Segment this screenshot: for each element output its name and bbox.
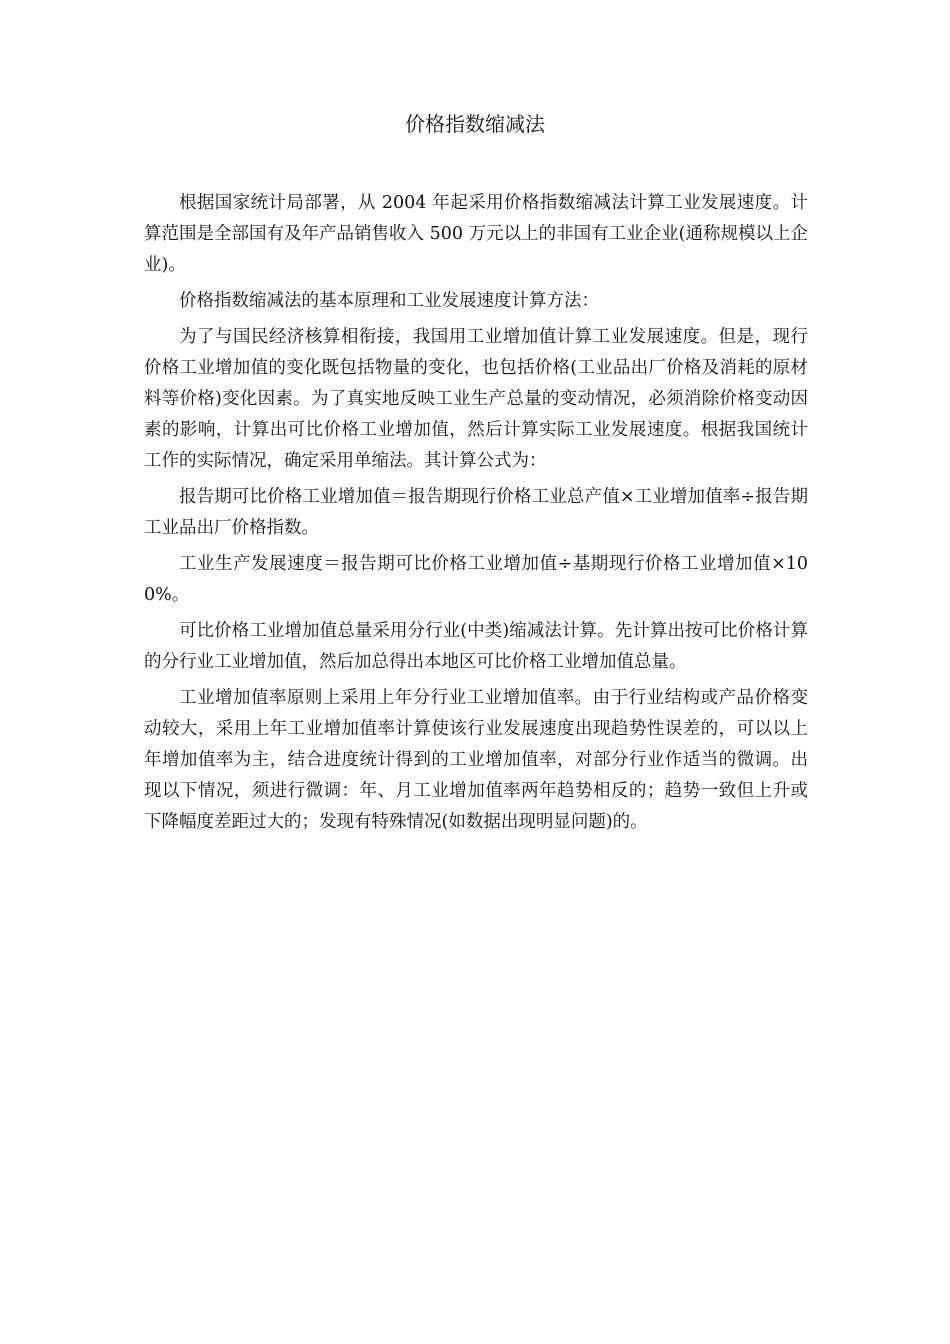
paragraph-method: 为了与国民经济核算相衔接，我国用工业增加值计算工业发展速度。但是，现行价格工业增加值的变化既包括物量的变化，也包括价格(工业品出厂价格及消耗的原材料等价格)变化因素。为了真实地反映工业生产总量的变动情况，必须消除价格变动因素的影响，计算出可比价格工业增加值，然后计算实际工业发展速度。根据我国统计工作的实际情况，确定采用单缩法。其计算公式为： [144, 327, 808, 471]
paragraph-principle-heading: 价格指数缩减法的基本原理和工业发展速度计算方法： [179, 291, 599, 311]
paragraph-formula-value-added: 报告期可比价格工业增加值＝报告期现行价格工业总产值×工业增加值率÷报告期工业品出厂价格指数。 [144, 487, 808, 538]
paragraph-industry-deflation: 可比价格工业增加值总量采用分行业(中类)缩减法计算。先计算出按可比价格计算的分行业工业增加值，然后加总得出本地区可比价格工业增加值总量。 [144, 621, 808, 672]
document-title: 价格指数缩减法 [405, 112, 545, 136]
document-body [144, 188, 808, 843]
paragraph-scope: 根据国家统计局部署，从 2004 年起采用价格指数缩减法计算工业发展速度。计算范围是全部国有及年产品销售收入 500 万元以上的非国有工业企业(通称规模以上企业)。 [144, 193, 808, 275]
paragraph-value-added-rate: 工业增加值率原则上采用上年分行业工业增加值率。由于行业结构或产品价格变动较大，采用上年工业增加值率计算使该行业发展速度出现趋势性误差的，可以以上年增加值率为主，结合进度统计得到的工业增加值率，对部分行业作适当的微调。出现以下情况，须进行微调：年、月工业增加值率两年趋势相反的；趋势一致但上升或下降幅度差距过大的；发现有特殊情况(如数据出现明显问题)的。 [144, 688, 808, 832]
paragraph-formula-growth: 工业生产发展速度＝报告期可比价格工业增加值÷基期现行价格工业增加值×100%。 [144, 554, 808, 605]
